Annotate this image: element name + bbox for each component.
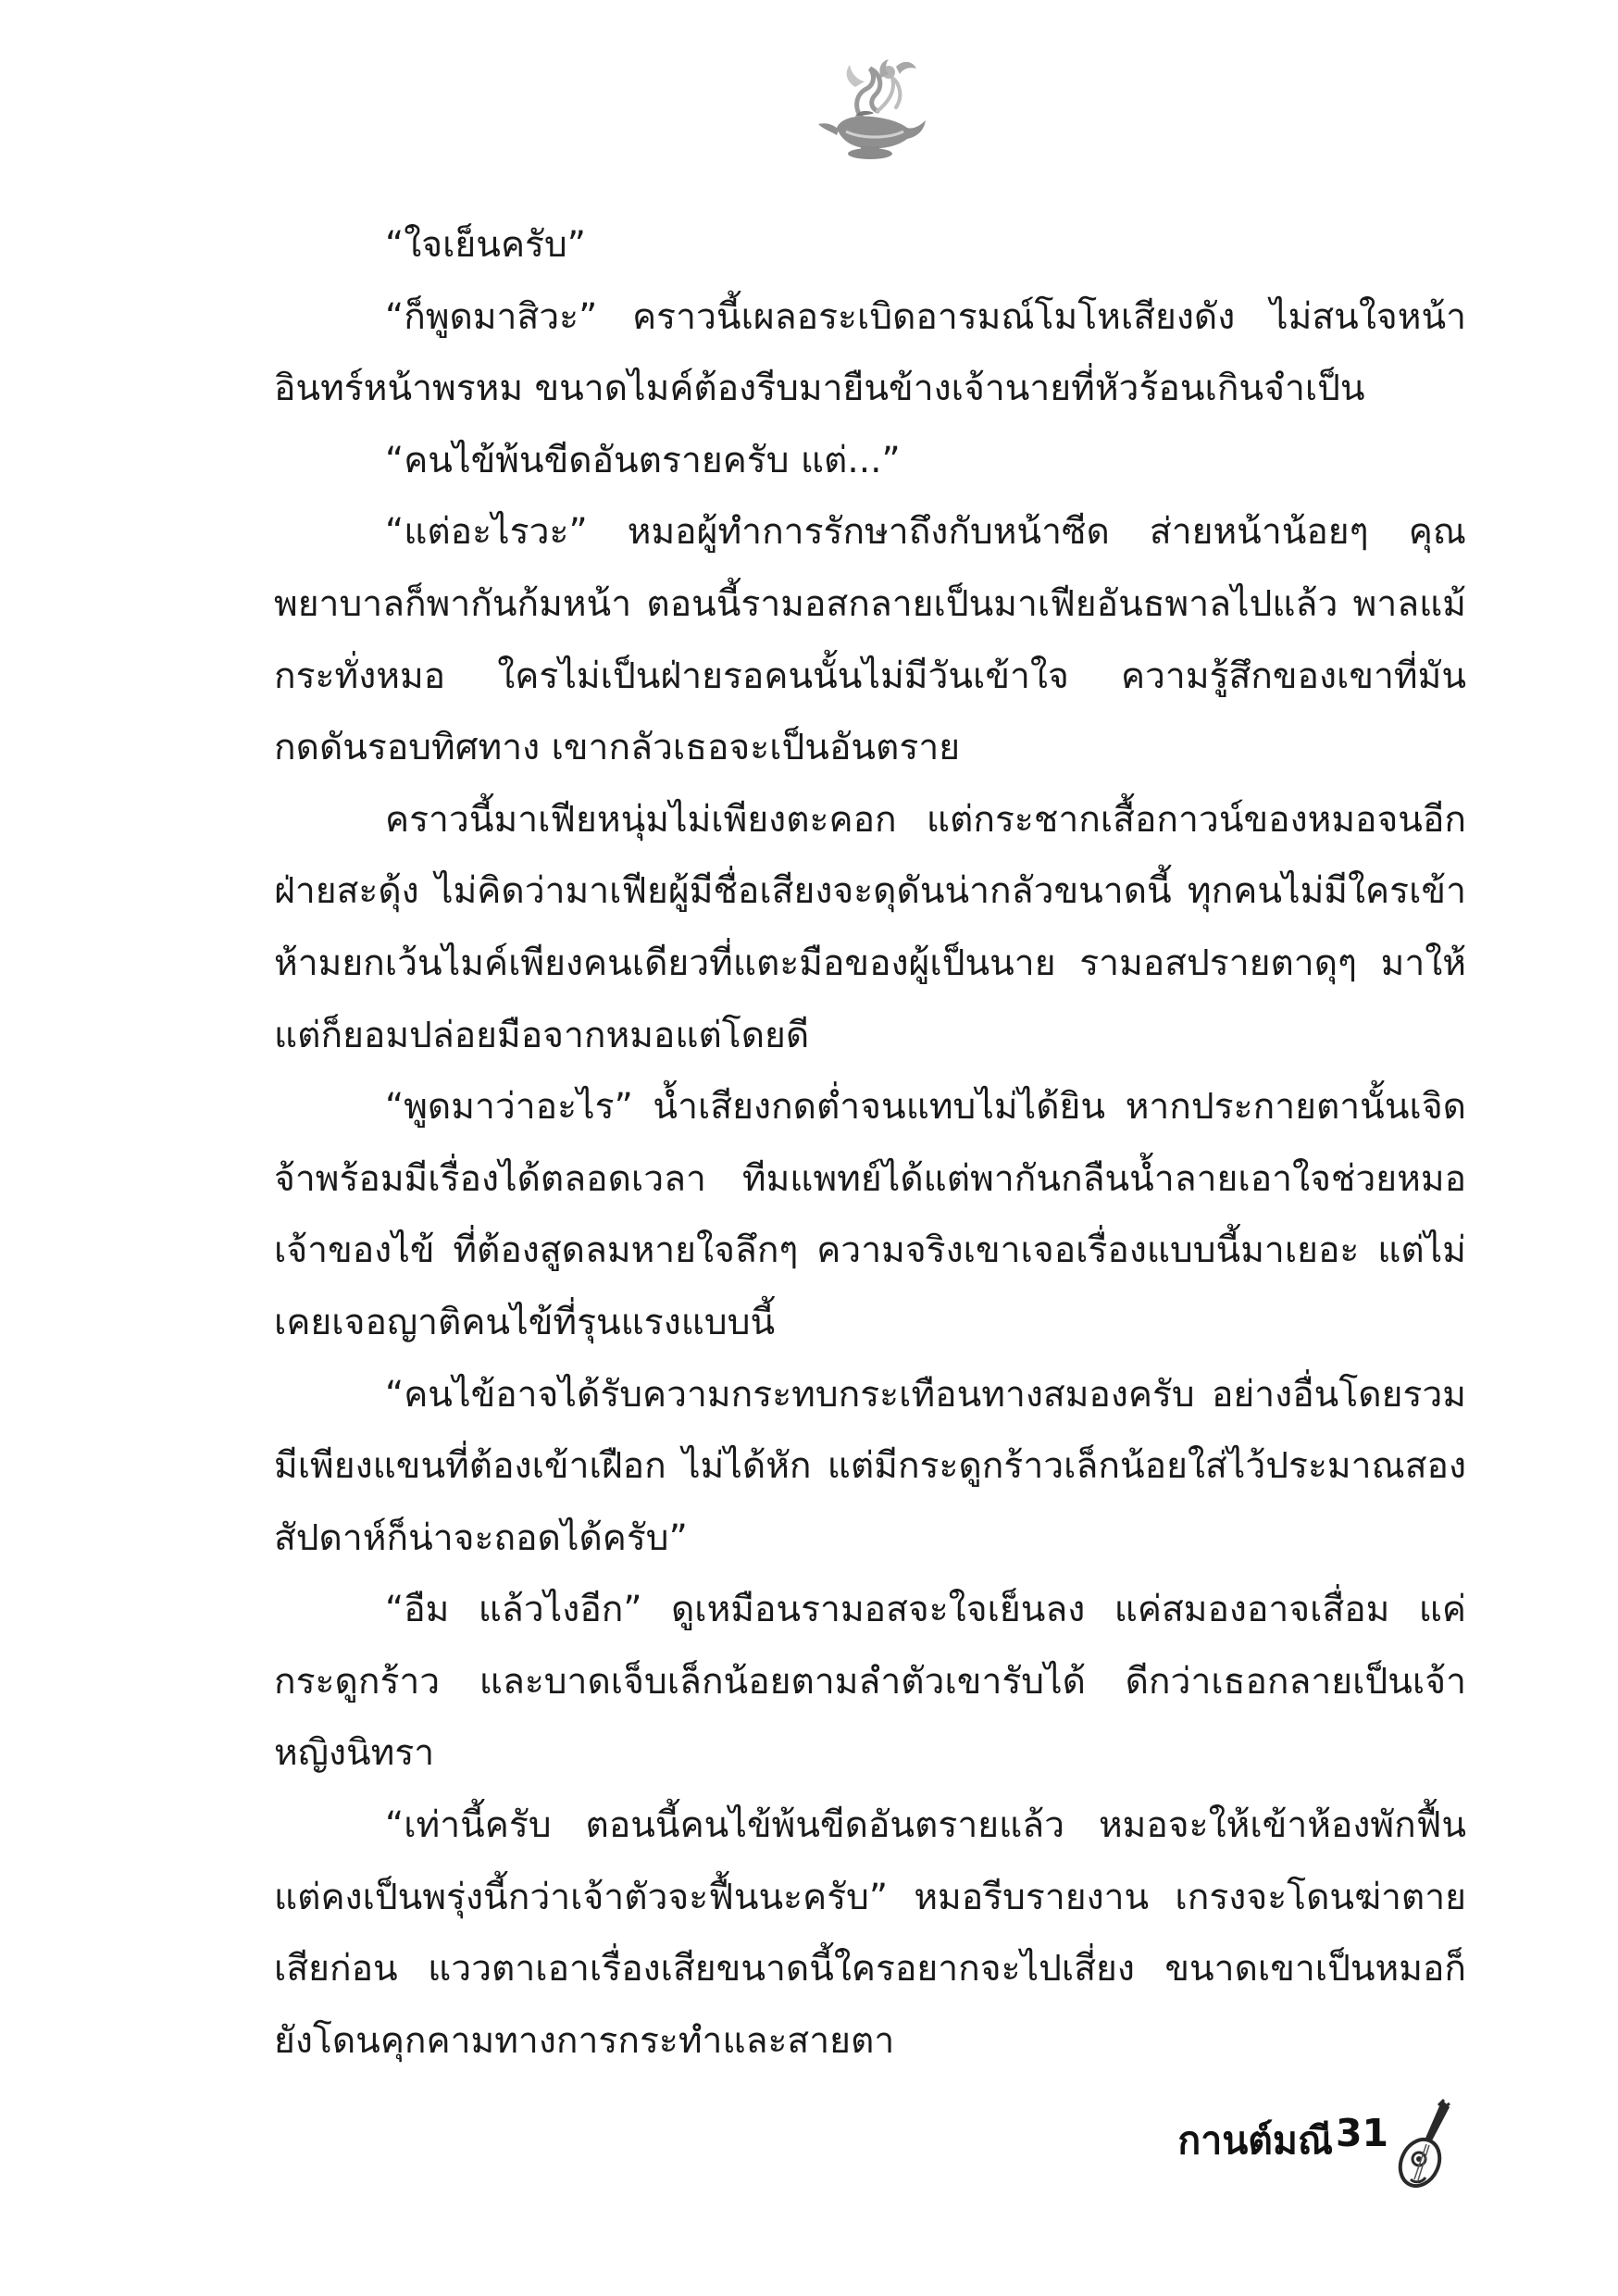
paragraph: คราวนี้มาเฟียหนุ่มไม่เพียงตะคอก แต่กระชากเสื้อกาวน์ของหมอจนอีกฝ่ายสะดุ้ง ไม่คิดว่ามาเฟียผู้มีชื่อเสียงจะดุดันน่ากลัวขนาดนี้ ทุกคนไม่มีใครเข้าห้ามยกเว้นไมค์เพียงคนเดียวที่แตะมือของผู้เป็นนาย รามอสปรายตาดุๆ มาให้ แต่ก็ยอมปล่อยมือจากหมอแต่โดยดี — [274, 798, 1466, 1056]
paragraph: “ใจเย็นครับ” — [385, 224, 586, 266]
body-text — [274, 209, 1466, 2077]
paragraph: “พูดมาว่าอะไร” น้ำเสียงกดต่ำจนแทบไม่ได้ยิน หากประกายตานั้นเจิดจ้าพร้อมมีเรื่องได้ตลอดเวลา ทีมแพทย์ได้แต่พากันกลืนน้ำลายเอาใจช่วยหมอเจ้าของไข้ ที่ต้องสูดลมหายใจลึกๆ ความจริงเขาเจอเรื่องแบบนี้มาเยอะ แต่ไม่เคยเจอญาติคนไข้ที่รุนแรงแบบนี้ — [274, 1086, 1466, 1343]
paragraph: “เท่านี้ครับ ตอนนี้คนไข้พ้นขีดอันตรายแล้ว หมอจะให้เข้าห้องพักฟื้นแต่คงเป็นพรุ่งนี้กว่าเจ้าตัวจะฟื้นนะครับ” หมอรีบรายงาน เกรงจะโดนฆ่าตายเสียก่อน แววตาเอาเรื่องเสียขนาดนี้ใครอยากจะไปเสี่ยง ขนาดเขาเป็นหมอก็ยังโดนคุกคามทางการกระทำและสายตา — [274, 1804, 1466, 2062]
book-title: กานต์มณี — [1177, 2118, 1333, 2163]
paragraph: “อืม แล้วไงอีก” ดูเหมือนรามอสจะใจเย็นลง แค่สมองอาจเสื่อม แค่กระดูกร้าว และบาดเจ็บเล็กน้อยตามลำตัวเขารับได้ ดีกว่าเธอกลายเป็นเจ้าหญิงนิทรา — [274, 1589, 1466, 1775]
paragraph: “คนไข้อาจได้รับความกระทบกระเทือนทางสมองครับ อย่างอื่นโดยรวมมีเพียงแขนที่ต้องเข้าเฝือก ไม่ได้หัก แต่มีกระดูกร้าวเล็กน้อยใส่ไว้ประมาณสองสัปดาห์ก็น่าจะถอดได้ครับ” — [274, 1373, 1466, 1559]
paragraph: “ก็พูดมาสิวะ” คราวนี้เผลอระเบิดอารมณ์โมโหเสียงดัง ไม่สนใจหน้าอินทร์หน้าพรหม ขนาดไมค์ต้องรีบมายืนข้างเจ้านายที่หัวร้อนเกินจำเป็น — [274, 295, 1466, 410]
page-number: 31 — [1335, 2111, 1388, 2155]
page-footer — [1111, 2094, 1481, 2205]
paragraph: “คนไข้พ้นขีดอันตรายครับ แต่...” — [385, 439, 901, 481]
genie-lamp-icon — [800, 54, 939, 163]
paragraph: “แต่อะไรวะ” หมอผู้ทำการรักษาถึงกับหน้าซีด ส่ายหน้าน้อยๆ คุณพยาบาลก็พากันก้มหน้า ตอนนี้รามอสกลายเป็นมาเฟียอันธพาลไปแล้ว พาลแม้กระทั่งหมอ ใครไม่เป็นฝ่ายรอคนนั้นไม่มีวันเข้าใจ ความรู้สึกของเขาที่มันกดดันรอบทิศทาง เขากลัวเธอจะเป็นอันตราย — [274, 511, 1466, 769]
lute-icon — [1396, 2094, 1461, 2196]
